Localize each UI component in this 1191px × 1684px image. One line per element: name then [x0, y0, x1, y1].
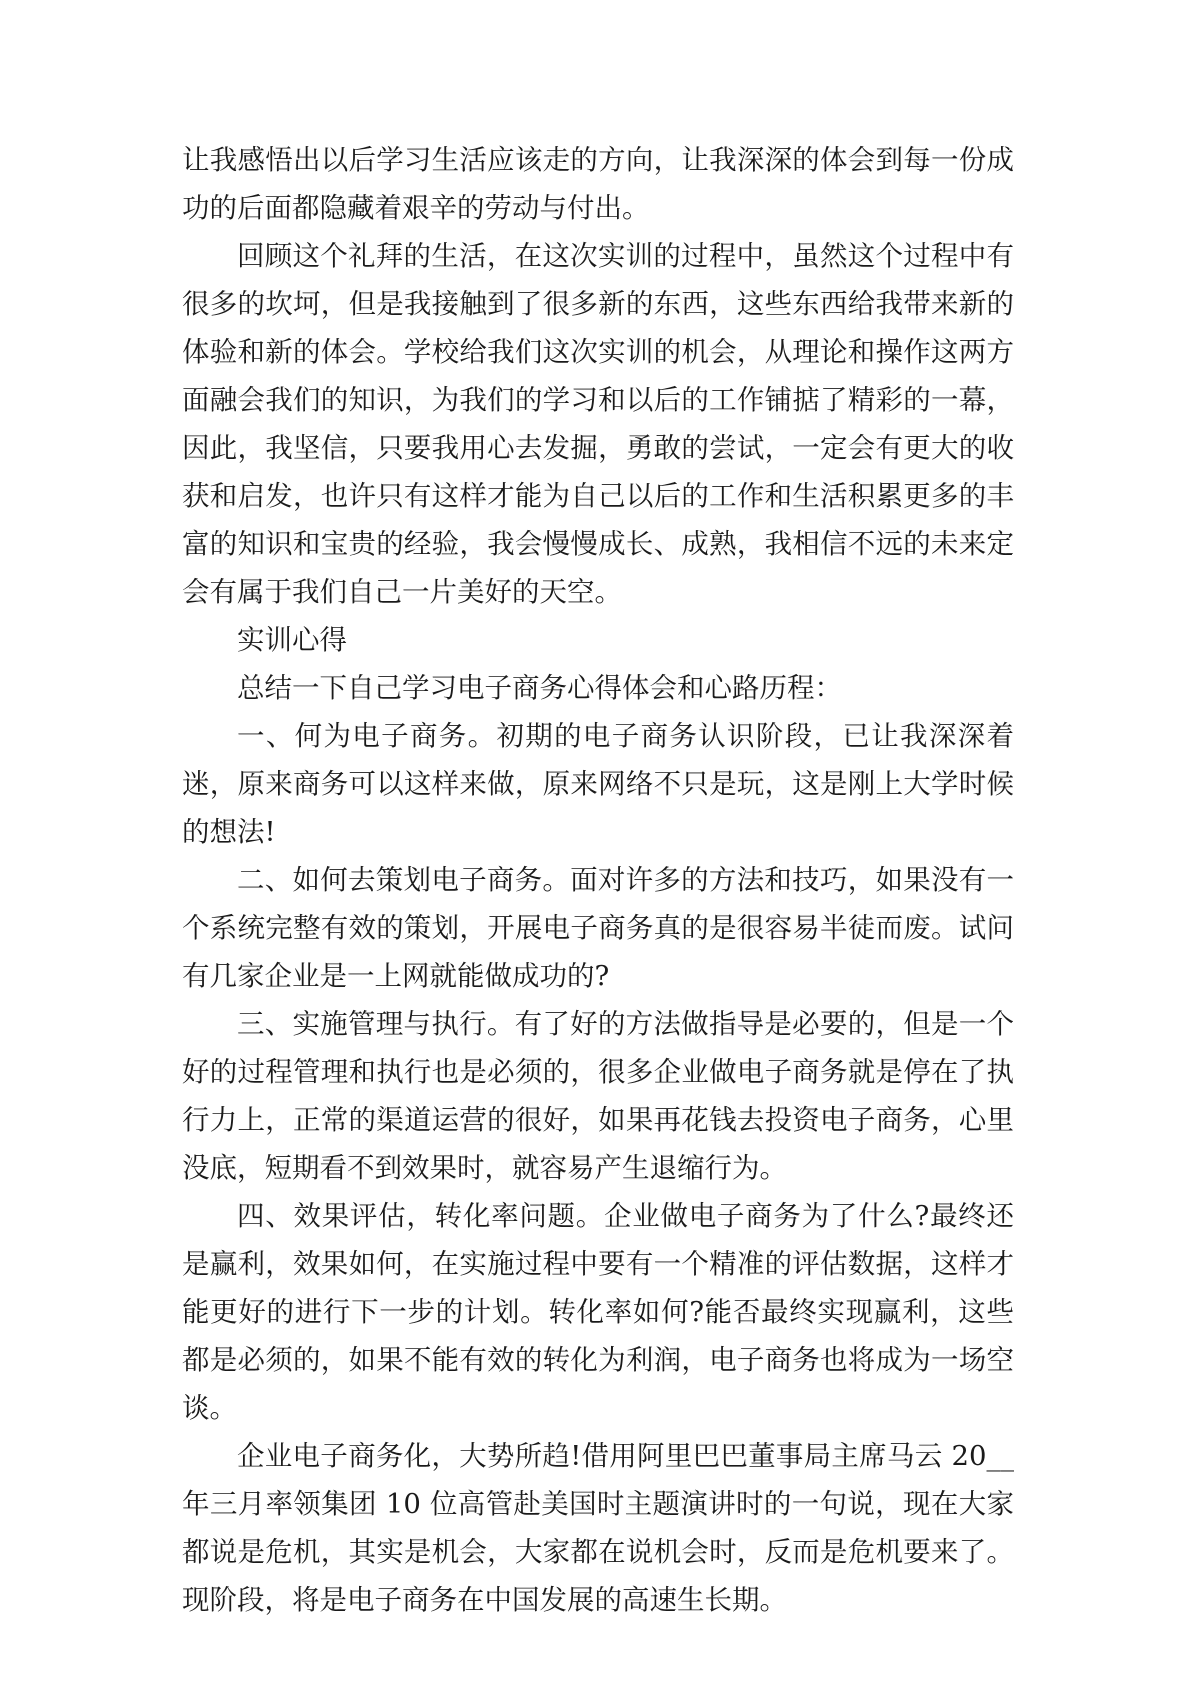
paragraph-summary-intro: 总结一下自己学习电子商务心得体会和心路历程：	[237, 672, 842, 704]
paragraph-review: 回顾这个礼拜的生活，在这次实训的过程中，虽然这个过程中有很多的坎坷，但是我接触到了很多新的东西，这些东西给我带来新的体验和新的体会。学校给我们这次实训的机会，从理论和操作这两方面融会我们的知识，为我们的学习和以后的工作铺掂了精彩的一幕，因此，我坚信，只要我用心去发掘，勇敢的尝试，一定会有更大的收获和启发，也许只有这样才能为自己以后的工作和生活积累更多的丰富的知识和宝贵的经验，我会慢慢成长、成熟，我相信不远的未来定会有属于我们自己一片美好的天空。	[182, 240, 1014, 608]
paragraph-conclusion: 企业电子商务化，大势所趋!借用阿里巴巴董事局主席马云 20__年三月率领集团 10 位高管赴美国时主题演讲时的一句说，现在大家都说是危机，其实是机会，大家都在说机会时，反而是危机要来了。现阶段，将是电子商务在中国发展的高速生长期。	[182, 1440, 1014, 1616]
paragraph-point-one: 一、何为电子商务。初期的电子商务认识阶段，已让我深深着迷，原来商务可以这样来做，原来网络不只是玩，这是刚上大学时候的想法!	[182, 720, 1014, 848]
paragraph-point-two: 二、如何去策划电子商务。面对许多的方法和技巧，如果没有一个系统完整有效的策划，开展电子商务真的是很容易半徒而废。试问有几家企业是一上网就能做成功的?	[182, 864, 1014, 992]
paragraph-point-four: 四、效果评估，转化率问题。企业做电子商务为了什么?最终还是赢利，效果如何，在实施过程中要有一个精准的评估数据，这样才能更好的进行下一步的计划。转化率如何?能否最终实现赢利，这些都是必须的，如果不能有效的转化为利润，电子商务也将成为一场空谈。	[182, 1200, 1014, 1424]
document-body	[182, 136, 1014, 1624]
section-heading: 实训心得	[237, 624, 347, 656]
paragraph-continuation: 让我感悟出以后学习生活应该走的方向，让我深深的体会到每一份成功的后面都隐藏着艰辛的劳动与付出。	[182, 144, 1014, 224]
paragraph-point-three: 三、实施管理与执行。有了好的方法做指导是必要的，但是一个好的过程管理和执行也是必须的，很多企业做电子商务就是停在了执行力上，正常的渠道运营的很好，如果再花钱去投资电子商务，心里没底，短期看不到效果时，就容易产生退缩行为。	[182, 1008, 1014, 1184]
